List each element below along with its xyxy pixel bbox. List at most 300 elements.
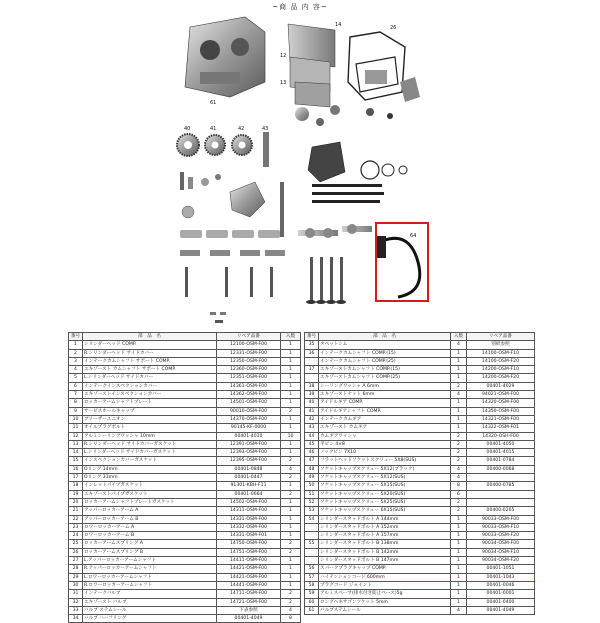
cell-qty: 1 — [281, 382, 301, 390]
cell-rp: 14370-OSM-F00 — [217, 415, 281, 423]
cell-rp: 90033-OSM-F20 — [467, 532, 535, 540]
table-row — [305, 415, 535, 423]
table-row — [69, 598, 301, 606]
cell-qty: 1 — [281, 532, 301, 540]
cell-qty: 10 — [281, 432, 301, 440]
cell-name: L.ロワーロッカーアームシャフト — [83, 573, 217, 581]
cell-no: 15 — [69, 457, 83, 465]
cell-name: ソケットキャップスクリュー 5X25(SUS) — [319, 498, 451, 506]
cell-qty: 1 — [281, 341, 301, 349]
cell-no — [305, 532, 319, 540]
cell-no: 41 — [305, 407, 319, 415]
cell-qty: 1 — [281, 498, 301, 506]
cell-no: 53 — [305, 507, 319, 515]
cell-name: ソケットキャップスクリュー 6X15(SUS) — [319, 507, 451, 515]
col-repair-no: リペア品番 — [467, 333, 535, 341]
table-row — [305, 507, 535, 515]
table-row — [305, 557, 535, 565]
cell-qty: 1 — [451, 424, 467, 432]
table-row — [69, 523, 301, 531]
table-row — [305, 515, 535, 523]
cell-rp: 14441-OSM-F00 — [217, 581, 281, 589]
cell-rp: 00401-4010 — [217, 432, 281, 440]
table-row — [69, 374, 301, 382]
cell-rp: 91301-KBH-F11 — [217, 482, 281, 490]
cell-rp: 14100-OSM-F20 — [467, 357, 535, 365]
table-row — [69, 424, 301, 432]
cell-qty: 4 — [451, 606, 467, 614]
cell-name: アルミシーリングワッシャ 10mm — [83, 432, 217, 440]
cell-rp: 00400-0785 — [467, 482, 535, 490]
cell-no: 1 — [69, 341, 83, 349]
cell-no: 61 — [305, 606, 319, 614]
table-row — [69, 349, 301, 357]
table-row — [69, 449, 301, 457]
cell-name: ロワーロッカーアーム A — [83, 523, 217, 531]
cell-rp: 12393-OSM-F00 — [217, 449, 281, 457]
cell-qty: 4 — [451, 341, 467, 349]
cell-name: エキゾースト カムギア — [319, 424, 451, 432]
cell-no — [305, 523, 319, 531]
cell-rp: 14320-OSM-F00 — [467, 399, 535, 407]
callout-label: 12 — [280, 53, 287, 59]
cell-qty: 2 — [281, 407, 301, 415]
cell-qty: 1 — [451, 565, 467, 573]
cell-no: 5 — [69, 374, 83, 382]
page-title: ~商 品 内 容~ — [272, 3, 328, 11]
cell-no: 4 — [69, 366, 83, 374]
table-row — [69, 457, 301, 465]
cell-no: 32 — [69, 598, 83, 606]
table-row — [69, 507, 301, 515]
cell-name: インテークカムシャフト COMP.(15) — [319, 349, 451, 357]
cell-no: 56 — [305, 565, 319, 573]
table-row — [305, 482, 535, 490]
cell-qty: 1 — [451, 598, 467, 606]
cell-no: 25 — [69, 540, 83, 548]
cell-qty: 4 — [281, 606, 301, 614]
cell-no: 59 — [305, 590, 319, 598]
cell-name: インレットパイプガスケット — [83, 482, 217, 490]
cell-rp: 00401-4049 — [217, 615, 281, 623]
cell-qty: 1 — [281, 449, 301, 457]
cell-no: 24 — [69, 532, 83, 540]
cell-name: インテークカムギア — [319, 415, 451, 423]
cell-no: 38 — [305, 382, 319, 390]
table-row — [305, 532, 535, 540]
cell-rp: 14100-OSM-F10 — [467, 349, 535, 357]
cell-no: 33 — [69, 606, 83, 614]
cell-rp: 14321-OSM-F00 — [467, 415, 535, 423]
cell-qty: 1 — [281, 391, 301, 399]
cell-qty: 1 — [281, 366, 301, 374]
table-row — [69, 382, 301, 390]
table-row — [69, 474, 301, 482]
table-row — [69, 615, 301, 623]
cell-no: 57 — [305, 573, 319, 581]
cell-qty: 1 — [451, 523, 467, 531]
cell-name: スパークプラグキャップ COMP. — [319, 565, 451, 573]
table-row — [305, 498, 535, 506]
table-row — [69, 606, 301, 614]
cell-rp: 下表参照 — [217, 606, 281, 614]
cell-no: 58 — [305, 581, 319, 589]
cell-rp: 94021-OSM-F00 — [467, 391, 535, 399]
cell-name: フラットヘッドソケットスクリュー 5X8(SUS) — [319, 457, 451, 465]
cell-qty: 2 — [451, 498, 467, 506]
cell-rp: 12350-OSM-F00 — [217, 357, 281, 365]
cell-qty: 1 — [281, 523, 301, 531]
cell-no: 34 — [69, 615, 83, 623]
table-row — [305, 457, 535, 465]
cell-name: ソケットキャップスクリュー 5X15(SUS) — [319, 482, 451, 490]
cell-name: エキゾーストインスペクションカバー — [83, 391, 217, 399]
cell-qty: 2 — [451, 457, 467, 465]
rocker-arms — [180, 230, 285, 297]
cell-qty: 1 — [451, 515, 467, 523]
cell-name: エキゾーストパイプガスケット — [83, 490, 217, 498]
cell-name: インテークカムシャフト サポート COMP. — [83, 357, 217, 365]
cell-qty: 2 — [281, 474, 301, 482]
table-row — [305, 606, 535, 614]
bottom-screws — [210, 312, 226, 323]
cell-rp: 12331-OSM-F00 — [217, 349, 281, 357]
cell-rp: 14331-OSM-F00 — [217, 515, 281, 523]
cell-name: ブリーザーユニオン — [83, 415, 217, 423]
cell-name: プラグコード ジョイント — [319, 581, 451, 589]
callout-label: 43 — [262, 126, 269, 132]
cell-name: カムギアワッシャ — [319, 432, 451, 440]
cell-no: 27 — [69, 557, 83, 565]
cell-qty: 2 — [281, 490, 301, 498]
callout-label: 13 — [280, 80, 287, 86]
cell-no: 60 — [305, 598, 319, 606]
cell-no: 10 — [69, 415, 83, 423]
table-row — [305, 523, 535, 531]
col-name: 部 品 名 — [83, 333, 217, 341]
table-row — [69, 590, 301, 598]
cell-rp: 14502-OSM-F00 — [217, 498, 281, 506]
cell-rp: 90145-KF-0000 — [217, 424, 281, 432]
col-qty: 入数 — [281, 333, 301, 341]
cylinder-head-part — [185, 17, 265, 97]
cell-rp: 14751-OSM-F00 — [217, 548, 281, 556]
cell-rp: 12100-OSM-F00 — [217, 341, 281, 349]
cell-qty: 2 — [451, 449, 467, 457]
table-row — [305, 548, 535, 556]
cell-qty: 1 — [451, 532, 467, 540]
cell-name: シリンダースタッドボルト A 144mm — [319, 515, 451, 523]
cell-rp: 00400-0205 — [467, 507, 535, 515]
cell-name: L.シリンダーヘッド サイドカバーガスケット — [83, 449, 217, 457]
table-row — [69, 407, 301, 415]
table-row — [69, 565, 301, 573]
cell-no — [305, 548, 319, 556]
cell-name: シーリングワッシャ A 6mm — [319, 382, 451, 390]
cell-qty: 8 — [281, 615, 301, 623]
cell-name: エキゾーストナット 6mm — [319, 391, 451, 399]
cell-no — [305, 557, 319, 565]
cell-name: バルブ ステムシール — [83, 606, 217, 614]
cell-rp: 00401-4049 — [467, 606, 535, 614]
cell-qty: 1 — [451, 357, 467, 365]
cell-no: 29 — [69, 573, 83, 581]
table-row — [69, 498, 301, 506]
table-row — [69, 341, 301, 349]
cell-name: ソケットキャップスクリュー 5X12(ブラック) — [319, 465, 451, 473]
parts-table-left — [68, 332, 301, 623]
cell-no: 8 — [69, 399, 83, 407]
col-no: 番号 — [69, 333, 83, 341]
cell-name: タペットシム — [319, 341, 451, 349]
cell-qty: 1 — [281, 349, 301, 357]
cell-qty: 1 — [451, 349, 467, 357]
table-row — [305, 573, 535, 581]
cell-qty: 1 — [451, 407, 467, 415]
cell-qty: 1 — [451, 590, 467, 598]
cell-name: ソケットキャップスクリュー 5X12(SUS) — [319, 474, 451, 482]
cell-no: 37 — [305, 366, 319, 374]
cell-qty: 1 — [281, 565, 301, 573]
cell-qty: 2 — [451, 432, 467, 440]
table-row — [305, 449, 535, 457]
callout-label: 26 — [390, 25, 397, 31]
cell-name: サービスホールキャップ — [83, 407, 217, 415]
cell-rp: 14200-OSM-F10 — [467, 366, 535, 374]
camshafts — [298, 224, 372, 238]
table-row — [305, 374, 535, 382]
cell-rp — [467, 490, 535, 498]
cell-qty: 1 — [451, 540, 467, 548]
cell-no: 43 — [305, 424, 319, 432]
cell-rp: 14361-OSM-F00 — [217, 382, 281, 390]
cell-rp: 00401-1051 — [467, 565, 535, 573]
cell-rp: 14362-OSM-F00 — [217, 391, 281, 399]
table-row — [305, 391, 535, 399]
table-row — [69, 357, 301, 365]
cell-rp: 12351-OSM-F00 — [217, 374, 281, 382]
cell-no: 48 — [305, 465, 319, 473]
cell-qty: 2 — [281, 540, 301, 548]
cell-no — [305, 374, 319, 382]
table-row — [69, 557, 301, 565]
cell-no: 46 — [305, 449, 319, 457]
table-row — [305, 440, 535, 448]
table-row — [69, 432, 301, 440]
table-row — [305, 565, 535, 573]
cell-no: 30 — [69, 581, 83, 589]
table-row — [305, 341, 535, 349]
table-row — [69, 581, 301, 589]
cell-rp: 12360-OSM-F00 — [217, 366, 281, 374]
cell-rp: 00401-4029 — [467, 382, 535, 390]
cell-qty: 2 — [281, 598, 301, 606]
table-row — [305, 474, 535, 482]
cell-no: 47 — [305, 457, 319, 465]
cell-no: 11 — [69, 424, 83, 432]
cell-rp — [467, 498, 535, 506]
cell-rp: 00401-4050 — [467, 440, 535, 448]
cell-name: ソケットキャップスクリュー 5X20(SUS) — [319, 490, 451, 498]
table-row — [69, 391, 301, 399]
cell-rp: 14200-OSM-F20 — [467, 374, 535, 382]
o-rings-and-plate — [308, 142, 407, 182]
cell-name: ロングヘキサゴンソケット 5mm — [319, 598, 451, 606]
table-row — [305, 399, 535, 407]
table-row — [305, 590, 535, 598]
cell-no: 12 — [69, 432, 83, 440]
cell-rp: 00401-0447 — [217, 474, 281, 482]
cell-name: アッパーロッカーアーム A — [83, 507, 217, 515]
table-row — [305, 349, 535, 357]
col-repair-no: リペア品番 — [217, 333, 281, 341]
cell-name: インスペクションカバーガスケット — [83, 457, 217, 465]
callout-label: 61 — [210, 100, 217, 106]
col-name: 部 品 名 — [319, 333, 451, 341]
cell-no: 13 — [69, 440, 83, 448]
cell-name: アイドルギア COMP. — [319, 399, 451, 407]
cell-name: L.シリンダーヘッド サイドカバー — [83, 374, 217, 382]
cell-no: 19 — [69, 490, 83, 498]
cell-no: 50 — [305, 482, 319, 490]
cell-no: 45 — [305, 440, 319, 448]
cell-rp: 12391-OSM-F00 — [217, 440, 281, 448]
cell-rp: 00401-1043 — [467, 573, 535, 581]
cell-no: 49 — [305, 474, 319, 482]
cell-no — [305, 357, 319, 365]
cell-rp: 14332-OSM-F00 — [217, 523, 281, 531]
cell-name: R.シリンダーヘッド サイドカバー — [83, 349, 217, 357]
cell-name: ノックピン 7X10 — [319, 449, 451, 457]
cell-qty: 1 — [281, 557, 301, 565]
cell-rp: 00401-0046 — [467, 581, 535, 589]
col-no: 番号 — [305, 333, 319, 341]
cam-gears — [177, 132, 269, 167]
table-row — [69, 482, 301, 490]
cell-no: 26 — [69, 548, 83, 556]
cell-no: 42 — [305, 415, 319, 423]
cell-qty: 6 — [451, 490, 467, 498]
table-row — [305, 465, 535, 473]
cell-name: エキゾースト カムシャフト サポート COMP. — [83, 366, 217, 374]
cell-qty: 1 — [281, 357, 301, 365]
table-row — [69, 548, 301, 556]
cell-rp: 14721-OSM-F00 — [217, 598, 281, 606]
cell-name: シリンダースタッドボルト B 142mm — [319, 548, 451, 556]
table-row — [69, 415, 301, 423]
cell-no: 36 — [305, 349, 319, 357]
table-row — [305, 490, 535, 498]
cell-rp: 14311-OSM-F00 — [217, 507, 281, 515]
table-row — [69, 465, 301, 473]
cell-name: R.アッパーロッカーアームシャフト — [83, 565, 217, 573]
cell-rp: 00400-0068 — [467, 465, 535, 473]
cell-qty: 1 — [281, 515, 301, 523]
cell-qty: 4 — [281, 465, 301, 473]
cell-name: エキゾーストカムシャフト COMP.(15) — [319, 366, 451, 374]
side-cover-plates — [288, 24, 420, 107]
cell-no: 9 — [69, 407, 83, 415]
table-row — [69, 490, 301, 498]
cell-rp: 00401-0400 — [467, 598, 535, 606]
cell-qty: 1 — [281, 415, 301, 423]
cell-qty: 1 — [451, 374, 467, 382]
table-row — [305, 432, 535, 440]
cell-name: ハイテンションコード 600mm — [319, 573, 451, 581]
callout-label: 41 — [210, 126, 217, 132]
table-row — [69, 366, 301, 374]
cell-qty: 1 — [451, 548, 467, 556]
cell-rp — [467, 474, 535, 482]
cell-name: ロワーロッカーアーム B — [83, 532, 217, 540]
cell-name: シリンダースタッドボルト B 138mm — [319, 540, 451, 548]
cell-rp: 90034-OSM-F20 — [467, 557, 535, 565]
cell-name: シリンダースタッドボルト A 152mm — [319, 523, 451, 531]
cell-qty: 1 — [281, 507, 301, 515]
cell-rp: 14711-OSM-F00 — [217, 590, 281, 598]
cell-rp: 00401-0001 — [467, 590, 535, 598]
cell-rp: 00401-0664 — [217, 490, 281, 498]
cell-qty: 1 — [451, 366, 467, 374]
cell-rp: 14501-OSM-F00 — [217, 399, 281, 407]
cell-name: エキゾーストカムシャフト COMP.(25) — [319, 374, 451, 382]
cell-qty: 1 — [281, 424, 301, 432]
cell-name: R.ロワーロッカーアームシャフト — [83, 581, 217, 589]
cell-name: アッパーロッカーアーム B — [83, 515, 217, 523]
cell-qty: 1 — [281, 440, 301, 448]
cell-qty: 1 — [281, 573, 301, 581]
breather-and-plugs — [295, 105, 393, 126]
cell-name: アルミスペーサ(排水付き防止ベース)5g — [319, 590, 451, 598]
parts-table-right — [304, 332, 535, 615]
cell-name: ロッカーアームスプリング A — [83, 540, 217, 548]
cell-qty: 1 — [451, 581, 467, 589]
cell-qty: 2 — [451, 382, 467, 390]
callout-label: 64 — [410, 233, 417, 239]
cell-name: バルブステムシール — [319, 606, 451, 614]
cell-rp: 00401-0784 — [467, 457, 535, 465]
cell-rp: 90033-OSM-F00 — [467, 515, 535, 523]
cell-name: ロッカーアームシャフトプレート — [83, 399, 217, 407]
cell-no: 55 — [305, 540, 319, 548]
cell-name: ロッカーアームシャフトプレートガスケット — [83, 498, 217, 506]
table-row — [69, 515, 301, 523]
cell-name: オイルプラグボルト — [83, 424, 217, 432]
cell-qty: 4 — [451, 391, 467, 399]
callout-label: 14 — [335, 22, 342, 28]
table-row — [69, 440, 301, 448]
cell-no: 23 — [69, 523, 83, 531]
cell-name: アイドルギアシャフト COMP. — [319, 407, 451, 415]
cell-rp: 別紙参照 — [467, 341, 535, 349]
table-row — [305, 424, 535, 432]
cell-no: 28 — [69, 565, 83, 573]
cell-rp: 90033-OSM-F10 — [467, 523, 535, 531]
cell-name: シリンダースタッドボルト B 147mm — [319, 557, 451, 565]
cell-no: 40 — [305, 399, 319, 407]
table-row — [305, 598, 535, 606]
cell-rp: 14421-OSM-F00 — [217, 573, 281, 581]
cell-qty: 4 — [451, 465, 467, 473]
cell-no: 16 — [69, 465, 83, 473]
cell-qty: 1 — [281, 374, 301, 382]
cell-no: 2 — [69, 349, 83, 357]
cell-rp: 14322-OSM-F01 — [467, 424, 535, 432]
cell-no: 44 — [305, 432, 319, 440]
table-row — [305, 382, 535, 390]
cell-rp: 00401-0848 — [217, 465, 281, 473]
cell-qty: 2 — [451, 440, 467, 448]
